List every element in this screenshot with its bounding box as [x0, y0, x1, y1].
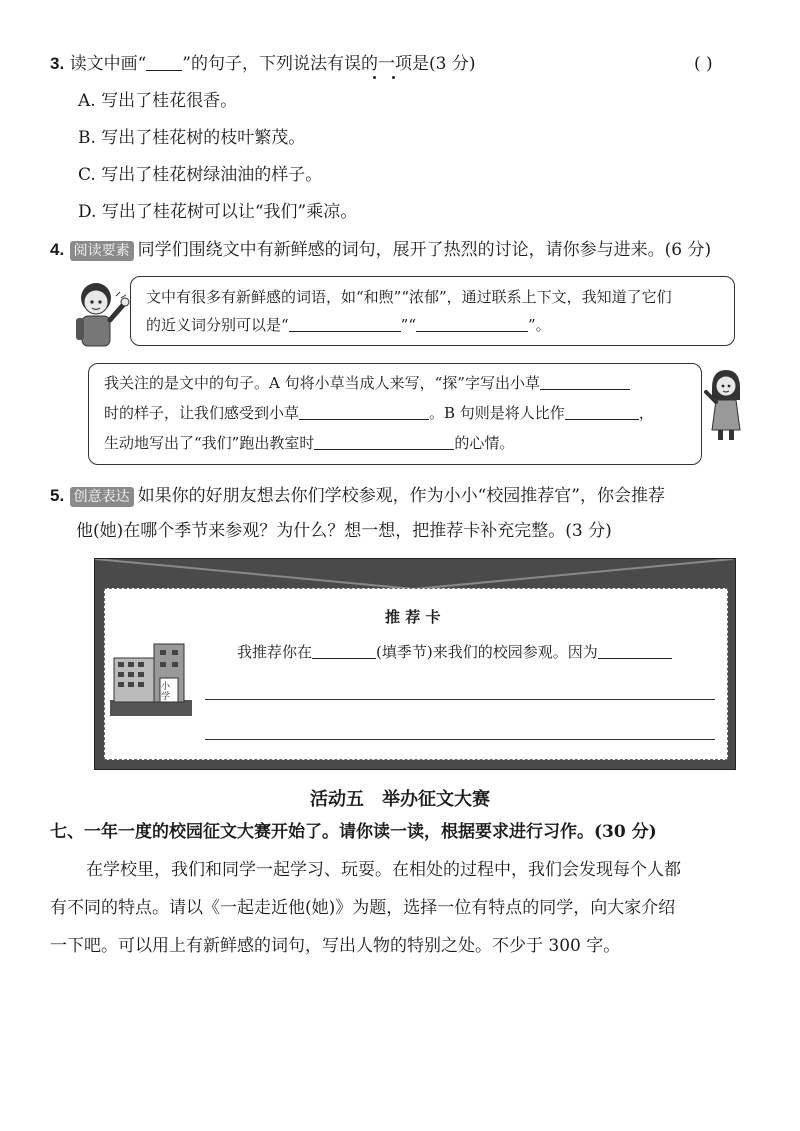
school-building-icon [110, 640, 192, 716]
girl-line-2: 时的样子，让我们感受到小草 。B 句则是将人比作 ， [104, 404, 654, 422]
card-line-1: 我推荐你在 (填季节)来我们的校园参观。因为 [237, 640, 672, 664]
q3-option-b[interactable]: B. 写出了桂花树的枝叶繁茂。 [78, 128, 306, 148]
q5-stem-2: 他(她)在哪个季节来参观？为什么？想一想，把推荐卡补充完整。(3 分) [76, 521, 612, 541]
synonym-blank-2[interactable] [416, 315, 528, 332]
q3-number: 3. [50, 54, 65, 73]
synonym-blank-1[interactable] [289, 315, 401, 332]
girl-illustration-icon [704, 366, 748, 442]
school-sign: 小学 [161, 682, 171, 702]
boy-line-1: 文中有很多有新鲜感的词语，如“和煦”“浓郁”，通过联系上下文，我知道了它们 [146, 288, 672, 306]
q5-stem-1: 5. 创意表达 如果你的好朋友想去你们学校参观，作为小小“校园推荐官”，你会推荐 [50, 486, 665, 506]
q3-option-c[interactable]: C. 写出了桂花树绿油油的样子。 [78, 165, 323, 185]
q5-number: 5. [50, 486, 65, 505]
q3-stem: 3. 读文中画“ ”的句子，下列说法有误的一项是(3 分) [50, 54, 476, 74]
reason-line-2[interactable] [205, 699, 715, 700]
q4-tag: 阅读要素 [70, 241, 134, 261]
boy-line-2: 的近义词分别可以是“ ”“ ”。 [146, 316, 551, 334]
girl-blank-4[interactable] [314, 433, 454, 450]
q4-stem: 4. 阅读要素 同学们围绕文中有新鲜感的词句，展开了热烈的讨论，请你参与进来。(6 分) [50, 240, 712, 260]
q7-paragraph-line-1: 在学校里，我们和同学一起学习、玩耍。在相处的过程中，我们会发现每个人都 [86, 860, 681, 880]
emphasis-dot [373, 76, 376, 79]
girl-blank-2[interactable] [299, 403, 429, 420]
q3-underline-sample [146, 54, 182, 71]
q7-paragraph-line-3: 一下吧。可以用上有新鲜感的词句，写出人物的特别之处。不少于 300 字。 [50, 936, 621, 956]
q4-number: 4. [50, 240, 65, 259]
activity-title: 活动五 举办征文大赛 [310, 789, 490, 810]
card-title: 推 荐 卡 [385, 608, 441, 626]
q7-heading: 七、一年一度的校园征文大赛开始了。请你读一读，根据要求进行习作。(30 分) [50, 822, 657, 842]
girl-blank-1[interactable] [540, 373, 630, 390]
q7-paragraph-line-2: 有不同的特点。请以《一起走近他(她)》为题，选择一位有特点的同学，向大家介绍 [50, 898, 676, 918]
girl-line-3: 生动地写出了“我们”跑出教室时 的心情。 [104, 434, 515, 452]
q3-option-a[interactable]: A. 写出了桂花很香。 [78, 91, 238, 111]
girl-blank-3[interactable] [565, 403, 639, 420]
girl-line-1: 我关注的是文中的句子。A 句将小草当成人来写，“探”字写出小草 [104, 371, 630, 395]
q3-option-d[interactable]: D. 写出了桂花树可以让“我们”乘凉。 [78, 202, 358, 222]
season-blank[interactable] [312, 642, 376, 659]
boy-illustration-icon [66, 278, 132, 354]
reason-line-3[interactable] [205, 739, 715, 740]
q5-tag: 创意表达 [70, 487, 134, 507]
emphasis-dot [392, 76, 395, 79]
reason-blank-1[interactable] [598, 642, 672, 659]
q3-answer-paren[interactable]: ( ) [694, 54, 713, 74]
